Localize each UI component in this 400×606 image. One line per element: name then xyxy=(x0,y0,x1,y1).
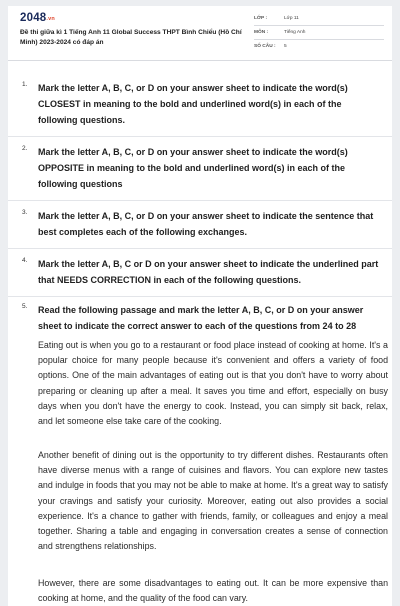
logo-suffix: .vn xyxy=(46,16,55,22)
passage-paragraph: However, there are some disadvantages to eating out. It can be more expensive than cooking at home, and the quality of the food can vary. xyxy=(38,578,388,604)
meta-value: Lớp 11 xyxy=(284,16,299,21)
meta-value: Tiếng Anh xyxy=(284,30,306,35)
exam-page xyxy=(8,6,392,606)
page-header xyxy=(8,6,392,61)
meta-key: MÔN : xyxy=(254,30,269,35)
divider xyxy=(8,248,392,249)
meta-key: LỚP : xyxy=(254,16,268,21)
site-logo[interactable] xyxy=(20,12,55,24)
question-1 xyxy=(18,80,386,128)
question-number: 1. xyxy=(22,81,28,88)
question-text: Mark the letter A, B, C, or D on your answer sheet to indicate the word(s) OPPOSITE in meaning to the bold and underlined word(s) in each of the following questions xyxy=(38,147,348,189)
question-text: Mark the letter A, B, C, or D on your answer sheet to indicate the word(s) CLOSEST in meaning to the bold and underlined word(s) in each of the following questions. xyxy=(38,83,348,125)
question-5 xyxy=(18,302,386,334)
exam-title: Đề thi giữa kì 1 Tiếng Anh 11 Global Success THPT Bình Chiểu (Hồ Chí Minh) 2023-2024 có đáp án xyxy=(20,29,242,46)
divider xyxy=(8,200,392,201)
logo-main: 2048 xyxy=(20,12,47,24)
question-text: Read the following passage and mark the letter A, B, C, or D on your answer sheet to indicate the correct answer to each of the questions from 24 to 28 xyxy=(38,305,364,331)
passage-paragraph: Eating out is when you go to a restaurant or food place instead of cooking at home. It's a popular choice for many people because it's convenient and offers a variety of food options. One of the main advantages of eating out is that you don't have to worry about preparing or cleaning up after a meal. It saves you time and effort, especially on busy days when you don't have the energy to cook. Instead, you can simply sit back, relax, and let someone else take care of the cooking. xyxy=(38,340,388,427)
passage-paragraph: Another benefit of dining out is the opportunity to try different dishes. Restaurants often have diverse menus with a range of cuisines and flavors. You can explore new tastes and indulge in foods that you may not be able to make at home. It's a great way to satisfy your cravings and satisfy your curiosity. Moreover, eating out also provides a social experience. It's a chance to gather with friends, family, or colleagues and enjoy a meal together. Sharing a table and engaging in conversation creates a sense of connection and strengthens relationships. xyxy=(38,450,388,552)
question-text: Mark the letter A, B, C or D on your answer sheet to indicate the underlined part that NEEDS CORRECTION in each of the following questions. xyxy=(38,259,379,285)
meta-key: SỐ CÂU : xyxy=(254,44,276,49)
divider xyxy=(8,296,392,297)
question-4 xyxy=(18,256,386,288)
meta-value: 5 xyxy=(284,44,287,49)
question-text: Mark the letter A, B, C, or D on your answer sheet to indicate the sentence that best completes each of the following exchanges. xyxy=(38,211,374,237)
question-number: 3. xyxy=(22,209,28,216)
meta-row-subject xyxy=(254,26,384,40)
question-3 xyxy=(18,208,386,240)
divider xyxy=(8,136,392,137)
meta-row-class xyxy=(254,12,384,26)
question-number: 2. xyxy=(22,145,28,152)
meta-row-count xyxy=(254,40,384,53)
exam-meta xyxy=(254,12,384,53)
question-number: 5. xyxy=(22,303,28,310)
question-2 xyxy=(18,144,386,192)
question-number: 4. xyxy=(22,257,28,264)
